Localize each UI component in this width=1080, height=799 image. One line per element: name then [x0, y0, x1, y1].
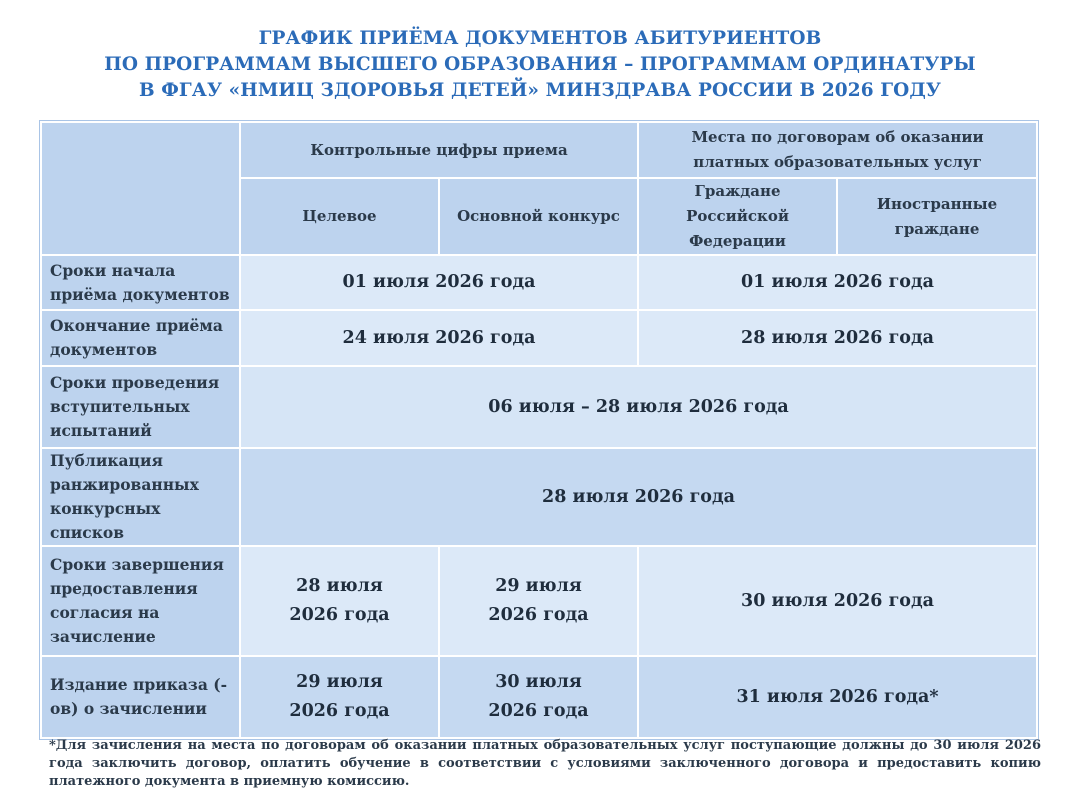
row-label-lists: Публикация ранжированных конкурсных списков	[41, 448, 240, 546]
title-line-3: В ФГАУ «НМИЦ ЗДОРОВЬЯ ДЕТЕЙ» МИНЗДРАВА РОССИИ В 2026 ГОДУ	[138, 80, 941, 101]
header-kcp: Контрольные цифры приема	[240, 122, 638, 178]
row-label-order: Издание приказа (-ов) о зачислении	[41, 656, 240, 738]
order-main-value	[439, 656, 638, 738]
exams-value: 06 июля – 28 июля 2026 года	[240, 366, 1037, 448]
order-main-line-2: 2026 года	[488, 701, 589, 721]
title-line-2: ПО ПРОГРАММАМ ВЫСШЕГО ОБРАЗОВАНИЯ – ПРОГРАММАМ ОРДИНАТУРЫ	[104, 54, 976, 75]
table-row	[41, 656, 1037, 738]
header-corner-cell	[41, 122, 240, 255]
document-title	[0, 26, 1080, 104]
row-label-end: Окончание приёма документов	[41, 310, 240, 366]
order-target-value	[240, 656, 439, 738]
row-label-start: Сроки начала приёма документов	[41, 255, 240, 310]
consent-target-line-1: 28 июля	[296, 576, 383, 596]
consent-main-line-2: 2026 года	[488, 605, 589, 625]
header-main-competition: Основной конкурс	[439, 178, 638, 255]
header-target: Целевое	[240, 178, 439, 255]
start-paid-value: 01 июля 2026 года	[638, 255, 1037, 310]
consent-main-line-1: 29 июля	[495, 576, 582, 596]
order-target-line-2: 2026 года	[289, 701, 390, 721]
title-line-1: ГРАФИК ПРИЁМА ДОКУМЕНТОВ АБИТУРИЕНТОВ	[258, 28, 822, 49]
schedule-table	[40, 121, 1038, 739]
start-kcp-value: 01 июля 2026 года	[240, 255, 638, 310]
end-paid-value: 28 июля 2026 года	[638, 310, 1037, 366]
consent-paid-value: 30 июля 2026 года	[638, 546, 1037, 656]
consent-main-value	[439, 546, 638, 656]
consent-target-line-2: 2026 года	[289, 605, 390, 625]
row-label-consent: Сроки завершения предоставления согласия на зачисление	[41, 546, 240, 656]
header-paid: Места по договорам об оказании платных образовательных услуг	[638, 122, 1037, 178]
header-russian-citizens: Граждане Российской Федерации	[638, 178, 837, 255]
lists-value: 28 июля 2026 года	[240, 448, 1037, 546]
footnote: *Для зачисления на места по договорам об оказании платных образовательных услуг поступающие должны до 30 июля 2026 года заключить договор, оплатить обучение в соответствии с условиями заключенного договора и предоставить копию платежного документа в приемную комиссию.	[49, 738, 1041, 789]
table-row	[41, 448, 1037, 546]
header-foreign-citizens: Иностранные граждане	[837, 178, 1037, 255]
order-main-line-1: 30 июля	[495, 672, 582, 692]
table-row	[41, 255, 1037, 310]
table-row	[41, 366, 1037, 448]
table-row	[41, 546, 1037, 656]
consent-target-value	[240, 546, 439, 656]
order-target-line-1: 29 июля	[296, 672, 383, 692]
row-label-exams: Сроки проведения вступительных испытаний	[41, 366, 240, 448]
table-row	[41, 310, 1037, 366]
order-paid-value: 31 июля 2026 года*	[638, 656, 1037, 738]
end-kcp-value: 24 июля 2026 года	[240, 310, 638, 366]
table-header-row-1	[41, 122, 1037, 178]
